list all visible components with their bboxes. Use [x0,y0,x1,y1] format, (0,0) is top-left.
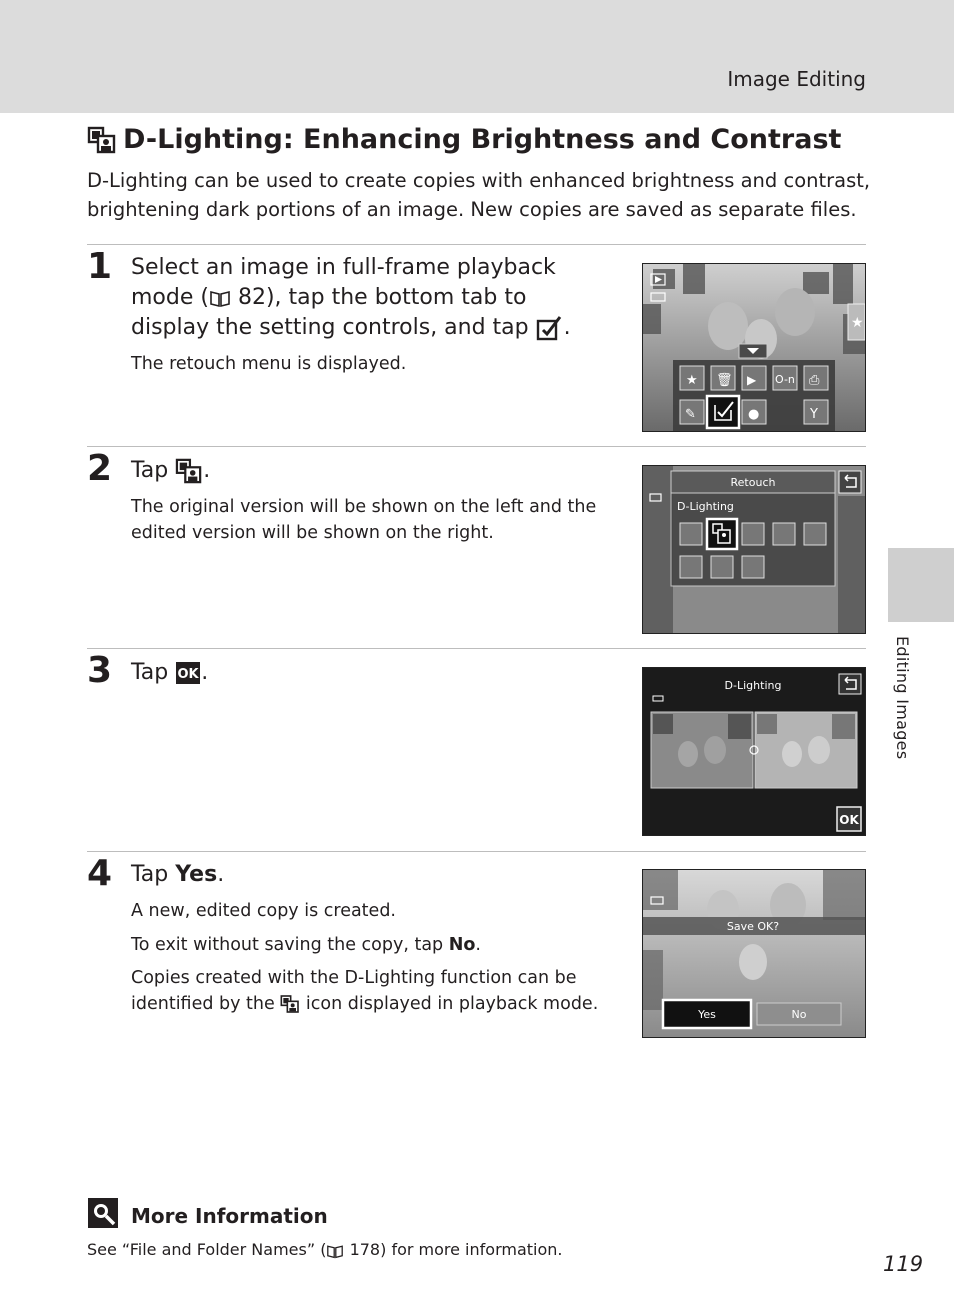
step-4-note-3-b: icon displayed in playback mode. [305,994,599,1014]
section-title: Image Editing [727,67,866,91]
more-info-text-b: ) for more information. [380,1240,563,1259]
step-2-text-b: . [203,458,211,483]
svg-text:●: ● [748,407,760,422]
step-4-text-a: Tap [131,862,176,887]
save-prompt: Save OK? [726,920,780,933]
more-info-text-a: See “File and Folder Names” ( [87,1240,327,1259]
header-band [0,0,954,113]
retouch-header: Retouch [730,476,776,489]
step-3-text-a: Tap [131,660,169,685]
step-4-yes: Yes [175,862,218,887]
svg-text:★: ★ [686,373,698,388]
book-reference-icon [209,288,231,308]
step-3-text-b: . [201,660,209,685]
intro-paragraph: D-Lighting can be used to create copies with enhanced brightness and contrast, brightening dark portions of an image. New copies are saved as separate files. [87,169,871,221]
camera-screen-save-confirm [642,869,866,1038]
d-lighting-header: D-Lighting [724,679,782,692]
step-1-text-c: . [563,315,571,340]
step-4-no: No [448,935,476,955]
step-2-text-a: Tap [131,458,169,483]
ok-icon [175,661,201,685]
svg-text:✎: ✎ [685,407,696,422]
d-lighting-label: D-Lighting [677,500,734,513]
step-4-note-2-a: To exit without saving the copy, tap [131,935,449,955]
more-info-text [87,1240,562,1259]
step-4-text-b: . [217,862,225,887]
svg-text:OK: OK [177,667,199,682]
camera-screen-retouch-menu [642,465,866,634]
book-reference-icon [326,1243,344,1259]
magnifier-icon [88,1198,118,1228]
step-1-number: 1 [87,246,113,287]
step-2-note: The original version will be shown on the left and the edited version will be shown on the right. [131,497,597,543]
camera-screen-retouch-tab [642,263,866,432]
step-4-note-3 [131,965,606,1017]
page-title-text: D-Lighting: Enhancing Brightness and Contrast [123,124,842,155]
camera-screen-d-lighting [642,667,866,836]
more-info-title: More Information [131,1204,328,1228]
svg-text:▶: ▶ [747,373,757,387]
divider [87,851,866,852]
retouch-icon [536,315,564,341]
page-title [87,124,841,155]
step-4-text [131,860,606,890]
step-1-text [131,253,606,343]
step-1-ref: 82 [237,285,266,310]
step-1-text-b: ), tap the bottom tab to display the setting controls, and tap [131,285,529,340]
step-4-note-3-a: Copies created with the D-Lighting function can be identified by the [131,968,577,1014]
more-info-ref: 178 [349,1240,381,1259]
svg-text:🗑: 🗑 [716,373,733,388]
svg-text:O-n: O-n [775,373,795,386]
page-number: 119 [883,1252,924,1276]
step-2-number: 2 [87,448,113,489]
step-1-text-a: Select an image in full-frame playback mode ( [131,255,556,310]
d-lighting-icon [87,126,117,154]
ok-button[interactable]: OK [839,813,859,827]
svg-text:★: ★ [851,315,864,331]
step-4-note-2 [131,932,606,958]
divider [87,244,866,245]
no-button[interactable]: No [791,1008,807,1021]
side-tab-marker [888,548,954,622]
step-4-number: 4 [87,853,113,894]
step-2-text [131,456,606,486]
divider [87,446,866,447]
svg-text:⎙: ⎙ [809,373,820,388]
d-lighting-icon [175,458,203,484]
d-lighting-icon [280,994,300,1014]
side-tab-label: Editing Images [893,636,912,760]
divider [87,648,866,649]
step-3-number: 3 [87,650,113,691]
step-4-note-1: A new, edited copy is created. [131,901,396,921]
yes-button[interactable]: Yes [698,1008,716,1021]
step-1-note: The retouch menu is displayed. [131,354,407,374]
step-3-text [131,658,606,688]
svg-text:Y: Y [810,407,818,422]
step-4-note-2-b: . [475,935,481,955]
